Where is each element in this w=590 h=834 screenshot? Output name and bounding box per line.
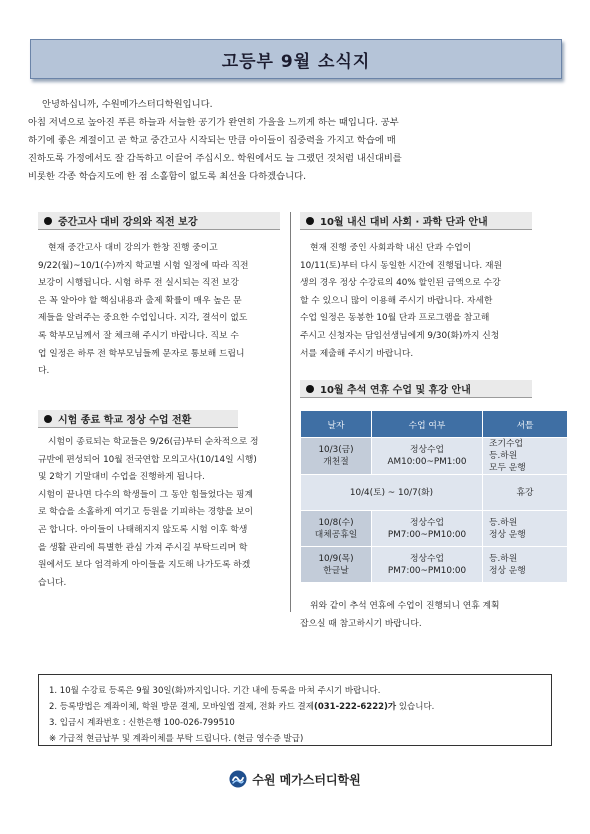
body-line: 규반에 편성되어 10월 전국연합 모의고사(10/14일 시행) <box>38 454 257 465</box>
table-cell-shuttle <box>483 438 568 475</box>
cell-line: AM10:00~PM1:00 <box>387 457 467 467</box>
body-line: 곤 합니다. 아이들이 나태해지지 않도록 시험 이후 학생 <box>38 524 248 535</box>
cell-line: 10/9(목) <box>318 553 354 564</box>
section-heading-text: 10월 내신 대비 사회 · 과학 단과 안내 <box>320 217 488 228</box>
bullet-icon <box>44 415 52 423</box>
cell-line: 조기수업 <box>489 439 523 449</box>
cell-line: PM7:00~PM10:00 <box>387 529 467 540</box>
section-heading-midterm <box>38 212 280 230</box>
cell-line: 등.하원 <box>489 451 518 461</box>
body-line: 원에서도 보다 엄격하게 아이들을 지도해 나가도록 하겠 <box>38 560 251 571</box>
body-line: 제들을 알려주는 중요한 수업입니다. 지각, 결석이 없도 <box>38 313 248 324</box>
cell-line: 모두 운행 <box>489 463 526 473</box>
notice-text: 2. 등록방법은 계좌이체, 학원 방문 결제, 모바일앱 결제, 전화 카드 결제 <box>49 702 314 712</box>
newsletter-title-banner <box>30 39 562 79</box>
cell-line: 개천절 <box>323 457 349 467</box>
cell-line: 정상수업 <box>410 445 444 455</box>
table-cell-shuttle <box>483 547 568 583</box>
notice-text: 있습니다. <box>396 702 435 712</box>
cell-line: 정상 운행 <box>489 565 526 576</box>
column-divider <box>290 212 291 612</box>
body-line: 현재 중간고사 대비 강의가 한창 진행 중이고 <box>48 243 218 253</box>
academy-name: 수원 메가스터디학원 <box>252 772 361 787</box>
intro-line: 하기에 좋은 계절이고 곧 학교 중간고사 시작되는 만큼 아이들이 집중력을 가지고 학습에 매 <box>28 135 396 146</box>
table-cell-date <box>301 547 372 583</box>
body-line: 록 학부모님께서 잘 체크해 주시기 바랍니다. 직보 수 <box>38 330 239 341</box>
intro-line: 아침 저녁으로 높아진 푸른 하늘과 서늘한 공기가 완연히 가을을 느끼게 하는 때입니다. 공부 <box>28 117 399 128</box>
cell-line: 정상 운행 <box>489 529 526 540</box>
body-line: 다. <box>38 366 50 377</box>
payment-notice-box <box>38 674 552 746</box>
section-body-chuseok-after <box>300 598 570 633</box>
section-body-after-exam <box>38 434 288 592</box>
section-heading-text: 중간고사 대비 강의와 직전 보강 <box>58 217 198 228</box>
body-line: 및 2학기 기말대비 수업을 진행하게 됩니다. <box>38 472 205 483</box>
table-cell-shuttle <box>483 511 568 547</box>
bullet-icon <box>306 217 314 225</box>
table-cell-class <box>372 438 483 475</box>
cell-line: 정상수업 <box>410 553 444 564</box>
section-heading-science <box>300 212 532 230</box>
body-line: 시험이 종료되는 학교들은 9/26(금)부터 순차적으로 정 <box>48 437 259 447</box>
column-header: 날자 <box>301 411 372 438</box>
body-line: 주시고 신청자는 담임선생님에게 9/30(화)까지 신청 <box>300 330 500 341</box>
section-body-midterm <box>38 240 288 381</box>
section-heading-text: 10월 추석 연휴 수업 및 휴강 안내 <box>320 385 471 396</box>
intro-greeting: 안녕하십니까, 수원메가스터디학원입니다. <box>42 99 213 110</box>
section-heading-after-exam <box>38 410 238 428</box>
cell-line: 등.하원 <box>489 517 518 528</box>
body-line: 9/22(월)~10/1(수)까지 학교별 시험 일정에 따라 직전 <box>38 260 249 271</box>
cell-line: 등.하원 <box>489 553 518 564</box>
table-row <box>301 438 568 475</box>
body-line: 10/11(토)부터 다시 동일한 시간에 진행됩니다. 재원 <box>300 260 502 271</box>
table-row <box>301 475 568 511</box>
bullet-icon <box>306 385 314 393</box>
section-heading-text: 시험 종료 학교 정상 수업 전환 <box>58 415 192 426</box>
cell-line: 10/8(수) <box>318 517 354 528</box>
body-line: 시험이 끝나면 다수의 학생들이 그 동안 힘들었다는 핑계 <box>38 489 254 500</box>
body-line: 은 꼭 알아야 할 핵심내용과 출제 확률이 매우 높은 문 <box>38 295 242 306</box>
column-header: 수업 여부 <box>372 411 483 438</box>
body-line: 수업 일정은 동봉한 10월 단과 프로그램을 참고해 <box>300 313 490 324</box>
body-line: 할 수 있으니 많이 이용해 주시기 바랍니다. 자세한 <box>300 295 493 306</box>
body-line: 업 일정은 하루 전 학부모님들께 문자로 통보해 드립니 <box>38 348 245 359</box>
body-line: 서를 제출해 주시기 바랍니다. <box>300 348 414 359</box>
table-row <box>301 547 568 583</box>
notice-line: ※ 가급적 현금납부 및 계좌이체를 부탁 드립니다. (현금 영수증 발급) <box>49 734 304 744</box>
body-line: 잡으실 때 참고하시기 바랍니다. <box>300 618 422 629</box>
intro-line: 비롯한 각종 학습지도에 한 점 소홀함이 없도록 최선을 다하겠습니다. <box>28 171 307 182</box>
bullet-icon <box>44 217 52 225</box>
cell-line: 대체공휴일 <box>314 529 358 540</box>
body-line: 을 생활 관리에 특별한 관심 가져 주시길 부탁드리며 학 <box>38 542 248 553</box>
notice-line: 1. 10월 수강료 등록은 9월 30일(화)까지입니다. 기간 내에 등록을 마쳐 주시기 바랍니다. <box>49 686 381 696</box>
table-cell-date <box>301 511 372 547</box>
cell-line: 정상수업 <box>410 517 444 528</box>
page-title: 고등부 9월 소식지 <box>221 51 371 72</box>
footer-brand <box>0 770 590 788</box>
body-line: 생의 경우 정상 수강료의 40% 할인된 금액으로 수강 <box>300 278 501 289</box>
table-cell-date-span: 10/4(토) ~ 10/7(화) <box>301 475 483 511</box>
section-heading-chuseok <box>300 380 532 398</box>
body-line: 현재 진행 중인 사회과학 내신 단과 수업이 <box>310 243 472 253</box>
table-cell-class: 휴강 <box>483 475 568 511</box>
column-header: 셔틀 <box>483 411 568 438</box>
table-cell-class <box>372 547 483 583</box>
table-cell-class <box>372 511 483 547</box>
body-line: 보강이 시행됩니다. 시험 하루 전 실시되는 직전 보강 <box>38 278 239 289</box>
academy-logo-icon <box>229 770 247 788</box>
intro-paragraph <box>28 96 568 186</box>
body-line: 습니다. <box>38 577 67 588</box>
cell-line: 한글날 <box>323 565 349 576</box>
cell-line: 10/3(금) <box>318 445 354 455</box>
body-line: 위와 같이 추석 연휴에 수업이 진행되니 연휴 계획 <box>310 601 500 611</box>
phone-number: (031-222-6222)가 <box>313 702 397 712</box>
notice-line: 3. 입금시 계좌번호 : 신한은행 100-026-799510 <box>49 718 235 728</box>
holiday-schedule-table <box>300 410 568 583</box>
section-body-science <box>300 240 570 363</box>
cell-line: PM7:00~PM10:00 <box>387 565 467 576</box>
table-header-row <box>301 411 568 438</box>
notice-line <box>49 699 541 715</box>
body-line: 로 학습을 소홀하게 여기고 등원을 기피하는 경향을 보이 <box>38 507 254 518</box>
intro-line: 진하도록 가정에서도 잘 감독하고 이끌어 주십시오. 학원에서도 늘 그랬던 것처럼 내신대비를 <box>28 153 402 164</box>
table-cell-date <box>301 438 372 475</box>
table-row <box>301 511 568 547</box>
